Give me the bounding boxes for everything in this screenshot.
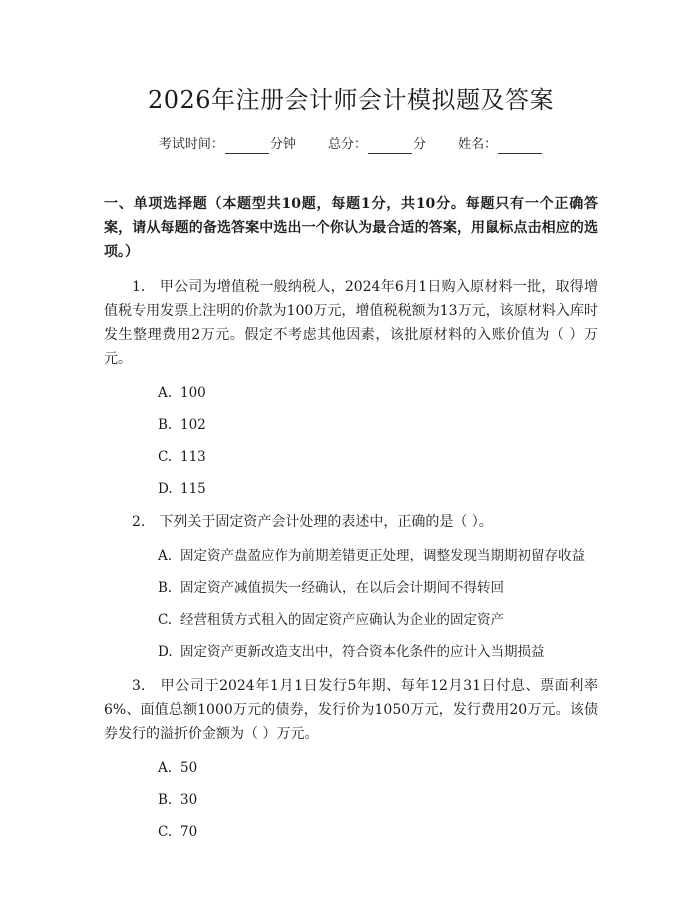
- option-text: 100: [180, 385, 206, 401]
- option-text: 113: [180, 449, 206, 465]
- option-letter: C.: [158, 612, 173, 628]
- exam-score: [328, 136, 426, 154]
- question-1-option-c[interactable]: [104, 447, 598, 467]
- name-blank[interactable]: [498, 139, 542, 154]
- question-3-options: [104, 758, 598, 842]
- question-2-stem: 2. 下列关于固定资产会计处理的表述中，正确的是（ ）。: [132, 514, 493, 530]
- section-heading: 一、单项选择题（本题型共10题，每题1分，共10分。每题只有一个正确答案，请从每题的备选答案中选出一个你认为最合适的答案，用鼠标点击相应的选项。）: [104, 196, 598, 260]
- option-text: 50: [180, 760, 198, 776]
- question-1-options: [104, 383, 598, 499]
- question-3-option-c[interactable]: [104, 822, 598, 842]
- option-letter: D.: [158, 644, 173, 660]
- question-2-option-b[interactable]: [104, 578, 598, 598]
- option-text: 固定资产更新改造支出中，符合资本化条件的应计入当期损益: [180, 644, 545, 660]
- question-1-stem: 1. 甲公司为增值税一般纳税人，2024年6月1日购入原材料一批，取得增值税专用发票上注明的价款为100万元，增值税税额为13万元，该原材料入库时发生整理费用2万元。假定不考虑其他因素，该批原材料的入账价值为（ ）万元。: [104, 279, 598, 367]
- option-text: 经营租赁方式租入的固定资产应确认为企业的固定资产: [180, 612, 504, 628]
- option-letter: C.: [158, 449, 173, 465]
- question-1-option-a[interactable]: [104, 383, 598, 403]
- page-title: 2026年注册会计师会计模拟题及答案: [147, 86, 555, 114]
- score-label: 总分：: [327, 137, 367, 152]
- option-text: 30: [180, 792, 198, 808]
- option-text: 固定资产减值损失一经确认，在以后会计期间不得转回: [180, 580, 504, 596]
- exam-time: [159, 136, 296, 154]
- option-letter: D.: [158, 481, 173, 497]
- time-blank[interactable]: [225, 139, 269, 154]
- name-label: 姓名：: [458, 137, 498, 152]
- time-label: 考试时间：: [158, 137, 224, 152]
- option-letter: B.: [158, 792, 173, 808]
- option-letter: A.: [158, 760, 173, 776]
- score-blank[interactable]: [368, 139, 412, 154]
- option-text: 固定资产盘盈应作为前期差错更正处理，调整发现当期期初留存收益: [180, 548, 585, 564]
- option-text: 115: [180, 481, 206, 497]
- time-unit: 分钟: [269, 137, 296, 152]
- option-letter: A.: [158, 548, 173, 564]
- question-2-option-a[interactable]: [104, 546, 598, 566]
- exam-meta: [104, 136, 598, 154]
- question-2-options: [104, 546, 598, 662]
- option-letter: B.: [158, 580, 173, 596]
- question-1-option-d[interactable]: [104, 479, 598, 499]
- question-3-option-a[interactable]: [104, 758, 598, 778]
- exam-name: [458, 136, 543, 154]
- score-unit: 分: [413, 137, 427, 152]
- option-letter: B.: [158, 417, 173, 433]
- question-2-option-c[interactable]: [104, 610, 598, 630]
- option-text: 102: [180, 417, 206, 433]
- question-1-option-b[interactable]: [104, 415, 598, 435]
- question-3-option-b[interactable]: [104, 790, 598, 810]
- option-text: 70: [180, 824, 198, 840]
- option-letter: A.: [158, 385, 173, 401]
- question-2-option-d[interactable]: [104, 642, 598, 662]
- question-3-stem: 3. 甲公司于2024年1月1日发行5年期、每年12月31日付息、票面利率6%、面值总额1000万元的债券，发行价为1050万元，发行费用20万元。该债券发行的溢折价金额为（ ）万元。: [104, 678, 598, 742]
- option-letter: C.: [158, 824, 173, 840]
